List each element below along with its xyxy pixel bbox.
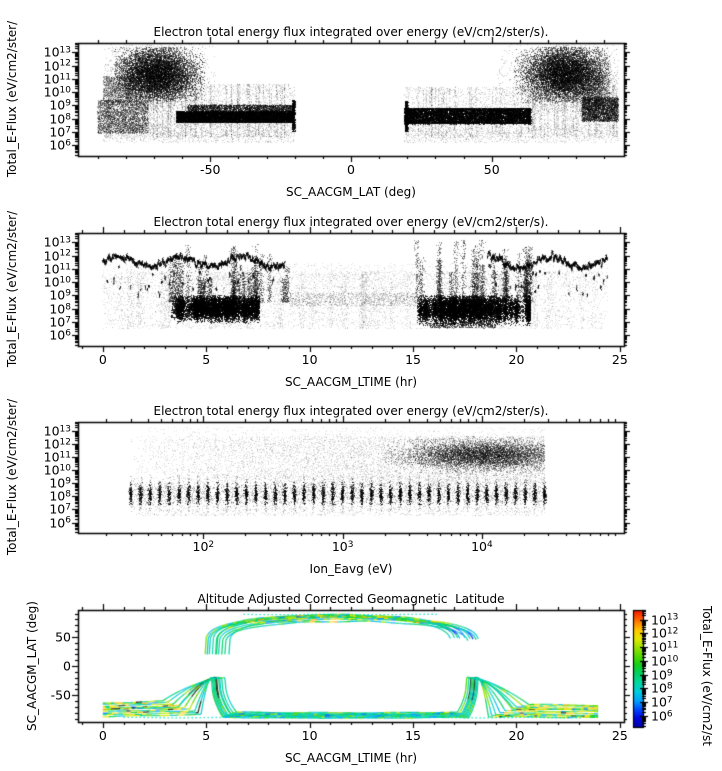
y-tick-label: $10^7$ xyxy=(49,501,71,517)
colorbar-tick-label: $10^{12}$ xyxy=(651,625,679,641)
y-tick-label: $10^6$ xyxy=(49,327,71,343)
colorbar-tick-label: $10^7$ xyxy=(651,694,673,710)
y-tick-label: $10^{12}$ xyxy=(43,248,71,264)
y-tick-label: $10^{11}$ xyxy=(43,71,71,87)
x-tick-label: 15 xyxy=(405,352,421,367)
plot2-yaxis-label: Total_E-Flux (eV/cm2/ster/ xyxy=(5,210,19,368)
colorbar-tick-label: $10^{13}$ xyxy=(651,612,679,628)
y-tick-label: 50 xyxy=(55,629,71,645)
y-tick-label: $10^{12}$ xyxy=(43,436,71,452)
y-tick-label: $10^{12}$ xyxy=(43,58,71,74)
colorbar-tick-label: $10^{11}$ xyxy=(651,639,679,655)
y-tick-label: $10^{13}$ xyxy=(43,44,71,60)
x-tick-label: 25 xyxy=(611,728,628,743)
x-tick-label: $10^3$ xyxy=(331,539,354,554)
y-tick-label: $10^6$ xyxy=(49,137,71,153)
plot3-xaxis-label: Ion_Eavg (eV) xyxy=(309,562,393,576)
x-tick-label: 20 xyxy=(508,728,525,743)
plot2-xaxis-label: SC_AACGM_LTIME (hr) xyxy=(284,375,418,389)
x-tick-label: -50 xyxy=(200,162,221,177)
plot4-title: Altitude Adjusted Corrected Geomagnetic Latitude xyxy=(197,592,505,606)
y-tick-label: $10^9$ xyxy=(49,475,71,491)
x-tick-label: 25 xyxy=(611,352,628,367)
y-tick-label: $10^8$ xyxy=(49,111,71,127)
plot4-xaxis-label: SC_AACGM_LTIME (hr) xyxy=(284,751,418,765)
x-tick-label: 5 xyxy=(202,728,211,743)
y-tick-label: $10^{11}$ xyxy=(43,449,71,465)
y-tick-label: $10^7$ xyxy=(49,314,71,330)
colorbar-tick-label: $10^{10}$ xyxy=(651,653,679,669)
x-tick-label: 5 xyxy=(202,352,211,367)
colorbar-tick-label: $10^9$ xyxy=(651,667,673,683)
y-tick-label: $10^{11}$ xyxy=(43,261,71,277)
plot4-yaxis-label: SC_AACGM_LAT (deg) xyxy=(25,601,39,731)
x-tick-label: 10 xyxy=(301,728,318,743)
plot1-xaxis-label: SC_AACGM_LAT (deg) xyxy=(286,185,416,199)
colorbar-tick-label: $10^6$ xyxy=(651,708,673,724)
y-tick-label: 0 xyxy=(63,658,71,674)
x-tick-label: 10 xyxy=(301,352,318,367)
plot1-title: Electron total energy flux integrated over energy (eV/cm2/ster/s). xyxy=(153,25,549,39)
y-tick-label: $10^{13}$ xyxy=(43,234,71,250)
colorbar-tick-label: $10^8$ xyxy=(651,680,673,696)
y-tick-label: $10^6$ xyxy=(49,515,71,531)
y-tick-label: $10^9$ xyxy=(49,97,71,113)
y-tick-label: $10^8$ xyxy=(49,301,71,317)
x-tick-label: 20 xyxy=(508,352,525,367)
y-tick-label: $10^{10}$ xyxy=(43,274,71,290)
y-tick-label: $10^9$ xyxy=(49,287,71,303)
plot2-title: Electron total energy flux integrated over energy (eV/cm2/ster/s). xyxy=(153,215,549,229)
y-tick-label: $10^{10}$ xyxy=(43,84,71,100)
x-tick-label: 50 xyxy=(483,162,500,177)
y-tick-label: $10^8$ xyxy=(49,488,71,504)
y-tick-label: $10^{13}$ xyxy=(43,423,71,439)
y-tick-label: $10^7$ xyxy=(49,124,71,140)
x-tick-label: $10^4$ xyxy=(471,539,493,554)
y-tick-label: -50 xyxy=(50,687,71,703)
y-tick-label: $10^{10}$ xyxy=(43,462,71,478)
x-tick-label: 15 xyxy=(405,728,421,743)
x-tick-label: 0 xyxy=(98,352,107,367)
x-tick-label: $10^2$ xyxy=(192,539,215,554)
colorbar-label: Total_E-Flux (eV/cm2/st xyxy=(700,606,714,746)
x-tick-label: 0 xyxy=(347,162,355,177)
plot3-yaxis-label: Total_E-Flux (eV/cm2/ster/ xyxy=(5,398,19,556)
x-tick-label: 0 xyxy=(98,728,107,743)
plot3-title: Electron total energy flux integrated over energy (eV/cm2/ster/s). xyxy=(153,404,549,418)
plot1-yaxis-label: Total_E-Flux (eV/cm2/ster/ xyxy=(5,20,19,178)
